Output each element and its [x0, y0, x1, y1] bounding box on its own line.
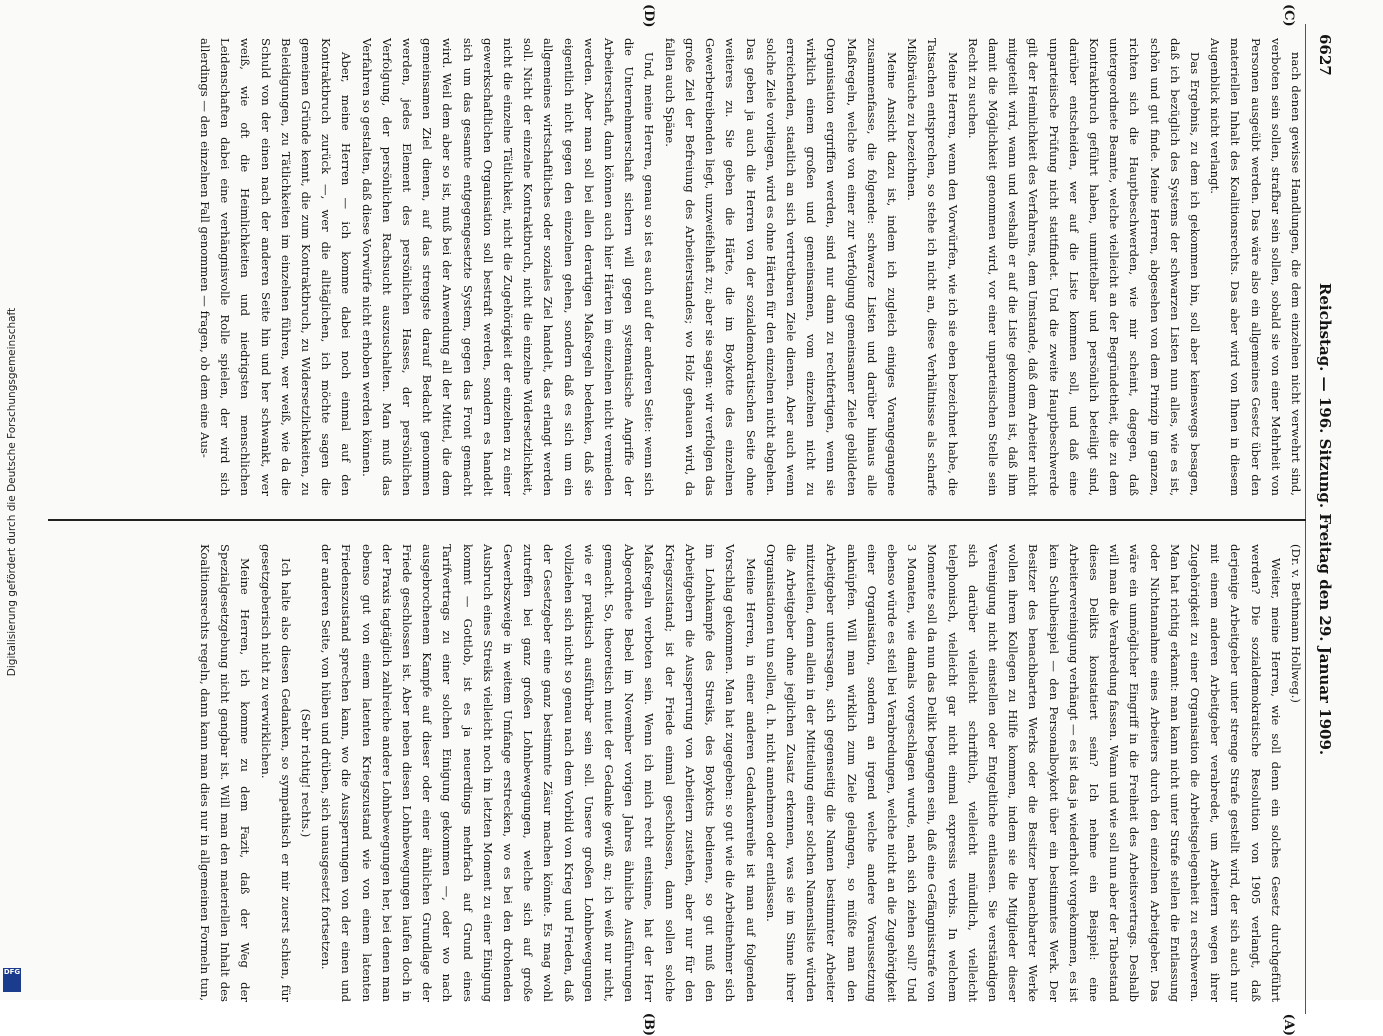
page-content [36, 4, 1346, 1036]
column-continuation [48, 38, 1306, 496]
header-title: Reichstag. — 196. Sitzung. Freitag den 29. Januar 1909. [1316, 282, 1334, 756]
paragraph: Das Ergebnis, zu dem ich gekommen bin, soll aber keineswegs besagen, daß ich bezüglich des Systems der schwarzen Listen nun alles, wie es ist, schön und gut finde. Meine Herren, abgesehen von dem Prinzip im ganzen, richten sich die Hauptbeschwerden, wie mir scheint, dagegen, daß untergeordnete Beamte, welche vielleicht an der Begründetheit, die zu dem Kontraktbruch geführt haben, unmittelbar und persönlich beteiligt sind, darüber entscheiden, wer auf die Liste kommen soll, und daß eine unparteiische Prüfung nicht stattfindet. Und die zweite Hauptbeschwerde gilt der Heimlichkeit des Verfahrens, dem Umstande, daß dem Arbeiter nicht mitgeteilt wird, wann und weshalb er auf die Liste gekommen ist, daß ihm damit die Möglichkeit genommen wird, vor einer unparteiischen Stelle sein Recht zu suchen. [965, 38, 1202, 496]
column-speech [48, 544, 1306, 1002]
margin-mark-a: (A) [1281, 1013, 1296, 1036]
speaker-name: (Dr. v. Bethmann Hollweg.) [1289, 544, 1303, 703]
interjection: (Sehr richtig! rechts.) [299, 708, 314, 838]
margin-mark-d: (D) [641, 4, 656, 28]
paragraph: Ich halte also diesen Gedanken, so sympathisch er mir zuerst schien, für gesetzgeberisch nicht zu verwirklichen. [258, 544, 293, 1002]
credit-text: Digitalisierung gefördert durch die Deutsche Forschungsgemeinschaft [6, 307, 18, 677]
page-number: 6627 [1316, 34, 1334, 76]
dfg-logo [3, 968, 21, 992]
running-header [1305, 24, 1346, 1014]
paragraph: Aber, meine Herren — ich komme dabei noch einmal auf den Kontraktbruch zurück —, wer die alltäglichen, ich möchte sagen die gemeinen Gründe kennt, die zum Kontraktbruch, zu Widersetzlichkeiten, zu Beleidigungen, zu Tätlichkeiten im einzelnen führen, wer weiß, wie da die Schuld von der einen nach der anderen Seite hin und her schwankt, wer weiß, wie oft die Heimlichkeiten und niedrigsten menschlichen Leidenschaften dabei eine verhängnisvolle Rolle spielen, der wird sich allerdings — den einzelnen Fall genommen — fragen, ob dem eine Aus- [198, 38, 354, 496]
margin-mark-c: (C) [1281, 4, 1296, 27]
paragraph: Weiter, meine Herren, wie soll denn ein solches Gesetz durchgeführt werden? Die sozialdemokratische Resolution von 1905 verlangt, daß derjenige Arbeitgeber unter strenge Strafe gestellt wird, der sich auch nur mit einem anderen Arbeitgeber verabredet, um Arbeitern wegen ihrer Zugehörigkeit zu einer Organisation die Arbeitsgelegenheit zu erschweren. Man hat richtig erkannt: man kann nicht unter Strafe stellen die Entlassung oder Nichtannahme eines Arbeiters durch den einzelnen Arbeitgeber. Das wäre ein unmöglicher Eingriff in die Freiheit des Arbeitsvertrags. Deshalb will man die Verabredung fassen. Wann und wie soll nun aber der Tatbestand dieses Delikts konstatiert sein? Ich nehme ein Beispiel: eine Arbeitervereinigung verhängt — es ist das ja wiederholt vorgekommen, es ist kein Schulbeispiel — den Personalboykott über ein bestimmtes Werk. Der Besitzer des benachbarten Werks oder die Besitzer benachbarter Werke wollen ihrem Kollegen zu Hilfe kommen, indem sie die Mitglieder dieser Vereinigung nicht einstellen oder Entgeltliche entlassen. Sie verständigen sich darüber vielleicht schriftlich, vielleicht mündlich, vielleicht telephonisch, vielleicht gar nicht einmal expressis verbis. In welchem Momente soll da nun das Delikt begangen sein, daß eine Gefängnisstrafe von 3 Monaten, wie damals vorgeschlagen wurde, nach sich ziehen soll? Und ebenso würde es steil bei Verabredungen, welche nicht an die Zugehörigkeit einer Organisation, sondern an irgend welche andere Voraussetzung anknüpfen. Will man wirklich zum Ziele gelangen, so müßte man den Arbeitgeber untersagen, sich gegenseitig die Namen bestimmter Arbeiter mitzuteilen, denn allein in der Mitteilung einer solchen Namensliste würden die Arbeitgeber ohne jeglichen Zusatz erkennen, was sie im Sinne ihrer Organisationen tun sollen, d. h. nicht annehmen oder entlassen. [763, 544, 1283, 1002]
paragraph: Und, meine Herren, genau so ist es auch auf der anderen Seite: wenn sich die Unternehmerschaft sichern will gegen systematische Angriffe der Arbeiterschaft, dann können auch hier Härten im einzelnen nicht vermieden werden. Aber man soll bei allen derartigen Maßregeln bedenken, daß sie eigentlich nicht gegen den einzelnen gehen, sondern daß es sich um ein allgemeines wirtschaftliches oder soziales Ziel handelt, das erlangt werden soll. Nicht der einzelne Kontraktbruch, nicht die einzelne Widersetzlichkeit, nicht die einzelne Tätlichkeit, nicht die Zugehörigkeit der einzelnen zu einer gewerkschaftlichen Organisation soll bestraft werden, sondern es handelt sich um das gesamte entgegengesetzte System, gegen das Front gemacht wird. Weil dem aber so ist, muß bei der Anwendung all der Mittel, die dem gemeinsamen Ziel dienen, auf das strengste darauf Bedacht genommen werden, jedes Element des persönlichen Hasses, der persönlichen Verfolgung, der persönlichen Rachsucht auszuschalten. Man muß das Verfahren so gestalten, daß diese Vorwürfe nicht erhoben werden können. [359, 38, 657, 496]
column-divider [48, 519, 1306, 521]
dfg-logo-text: DFG [3, 968, 21, 976]
paragraph: nach denen gewisse Handlungen, die dem einzelnen nicht verwehrt sind, verboten sein sollen, strafbar sein sollen, sobald sie von einer Mehrheit von Personen ausgeübt werden. Das wäre also ein allgemeines Gesetz über den materiellen Inhalt des Koalitionsrechts. Das aber wird von Ihnen in diesem Augenblick nicht verlangt. [1208, 38, 1303, 496]
digitization-credit [0, 0, 24, 1000]
paragraph: Meine Ansicht dazu ist, indem ich zugleich einiges Vorangegangene zusammenfasse, die folgende: schwarze Listen und darüber hinaus alle Maßregeln, welche von einer zur Verfolgung gemeinsamer Ziele gebildeten Organisation ergriffen werden, sind nur dann zu rechtfertigen, wenn sie wirklich einem großen und gemeinsamen, vom einzelnen nicht zu erreichenden, staatlich an sich vertretbaren Ziele dienen. Aber auch wenn solche Ziele vorliegen, wird es ohne Härten für den einzelnen nicht abgehen. Das geben ja auch die Herren von der sozialdemokratischen Seite ohne weiteres zu. Sie geben die Härte, die im Boykotte des einzelnen Gewerbetreibenden liegt, unzweifelhaft zu; aber sie sagen: wir verfolgen das große Ziel der Befreiung des Arbeiterstandes; wo Holz gehauen wird, da fallen auch Späne. [662, 38, 899, 496]
margin-mark-b: (B) [641, 1012, 656, 1036]
paragraph: Meine Herren, in einer anderen Gedankenreihe ist man auf folgenden Vorschlag gekommen. Man hat zugegeben: so gut wie die Arbeitnehmer sich im Lohnkampfe des Streiks, des Boykotts bedienen, so gut muß den Arbeitgebern die Aussperrung von Arbeitern zustehen, aber nur für den Kriegszustand; ist der Friede einmal geschlossen, dann sollen solche Maßregeln verboten sein. Wenn ich mich recht entsinne, hat der Herr Abgeordnete Bebel im November vorigen Jahres ähnliche Ausführungen gemacht. So, theoretisch mutet der Gedanke gewiß an; ich weiß nur nicht, wie er praktisch ausführbar sein soll. Unsere großen Lohnbewegungen vollziehen sich nicht so genau nach dem Vorbild von Krieg und Frieden, daß der Gesetzgeber eine ganz bestimmte Zäsur machen könnte. Es mag wohl zutreffen bei ganz großen Lohnbewegungen, welche sich auf große Gewerbszweige in weitem Umfange erstrecken, wo es bei den drohenden Ausbruch eines Streiks vielleicht noch im letzten Moment zu einer Einigung kommt — Gottlob, ist es ja neuerdings mehrfach auf Grund eines Tarifvertrags zu einer solchen Einigung gekommen —, oder wo nach ausgebrochenem Kampfe auf dieser oder einer ähnlichen Grundlage der Friede geschlossen ist. Aber neben diesen Lohnbewegungen laufen doch in der Praxis tagtäglich zahlreiche andere Lohnbewegungen her, bei denen man ebenso gut von einem latenten Kriegszustand wie von einem latenten Friedenszustand sprechen kann, wo die Aussperrungen von der einen und der anderen Seite, von hüben und drüben, sich unausgesetzt fortsetzen. [319, 544, 758, 1002]
paragraph: Meine Herren, ich komme zu dem Fazit, daß der Weg der Spezialgesetzgebung nicht gangbar ist. Will man den materiellen Inhalt des Koalitionsrechts regeln, dann kann man dies nur in allgemeinen Formeln tun, [198, 544, 253, 1002]
paragraph: Meine Herren, wenn den Vorwürfen, wie ich sie eben bezeichnet habe, die Tatsachen entsprechen, so stehe ich nicht an, diese Verhältnisse als scharfe Mißbräuche zu bezeichnen. [905, 38, 960, 496]
